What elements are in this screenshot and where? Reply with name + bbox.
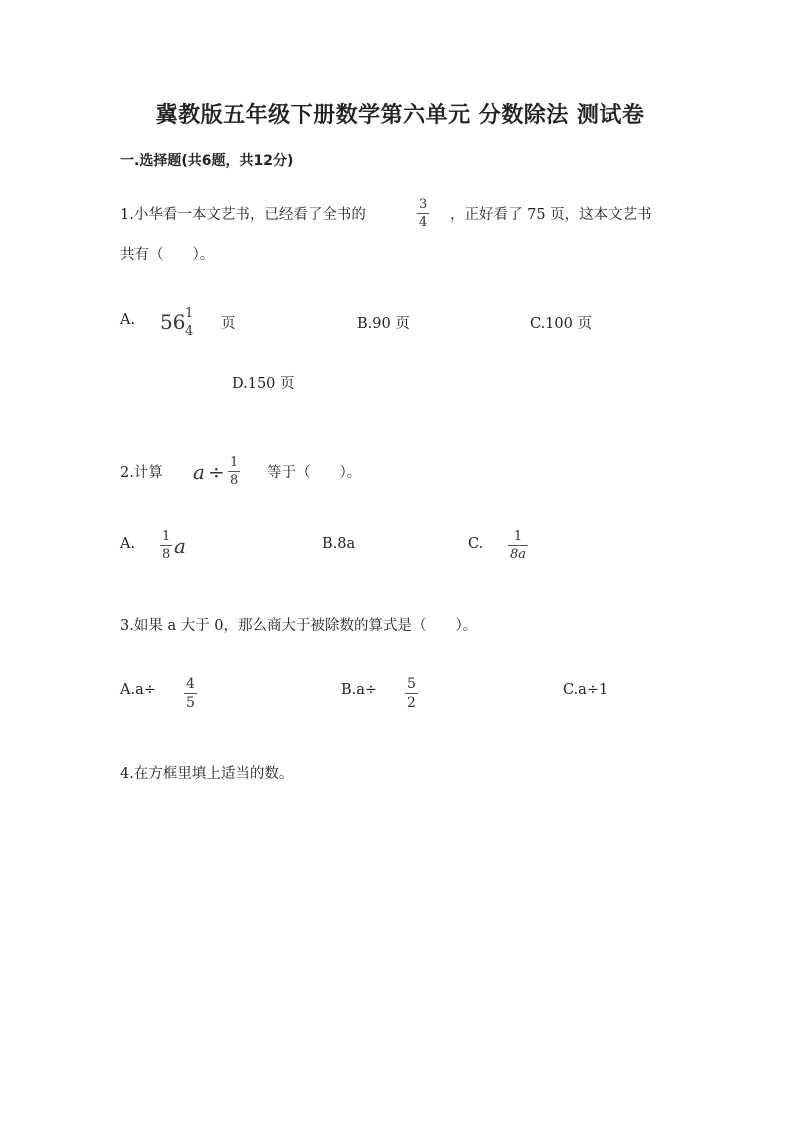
q2-option-b: B.8a <box>322 536 356 552</box>
q1-option-a-denominator: 4 <box>185 324 194 339</box>
q3-stem: 3.如果 a 大于 0，那么商大于被除数的算式是（ ）。 <box>120 618 478 634</box>
q2-stem-before: 2.计算 <box>120 465 163 481</box>
q3-option-a-numerator: 4 <box>186 676 195 692</box>
q2-option-c-denominator: 8a <box>510 547 527 562</box>
q3-option-c: C.a÷1 <box>563 682 609 698</box>
q1-stem-fraction <box>417 198 429 229</box>
fraction-bar <box>160 545 172 546</box>
q1-stem-line2: 共有（ ）。 <box>120 247 215 263</box>
q2-stem-fraction-numerator: 1 <box>230 455 239 470</box>
q2-math-variable: a <box>193 460 205 484</box>
q1-option-a-unit: 页 <box>221 316 236 332</box>
q3-option-a-label: A.a÷ <box>120 682 156 698</box>
q1-stem-fraction-denominator: 4 <box>419 215 428 230</box>
q1-option-a-whole: 56 <box>160 310 186 334</box>
page-title: 冀教版五年级下册数学第六单元 分数除法 测试卷 <box>155 103 645 128</box>
q2-option-a-numerator: 1 <box>162 529 171 544</box>
q2-option-c-label: C. <box>468 536 484 552</box>
q2-stem-fraction <box>228 456 240 487</box>
section-heading: 一.选择题(共6题，共12分) <box>120 153 294 169</box>
fraction-bar <box>183 322 195 323</box>
q2-option-c-fraction <box>508 530 528 561</box>
fraction-bar <box>184 693 197 694</box>
q1-option-a-numerator: 1 <box>185 306 194 321</box>
q1-option-d: D.150 页 <box>232 376 295 392</box>
fraction-bar <box>508 545 528 546</box>
q1-option-b: B.90 页 <box>357 316 410 332</box>
q3-option-b-fraction <box>405 677 418 710</box>
q3-option-b-denominator: 2 <box>407 695 416 711</box>
q3-option-a-denominator: 5 <box>186 695 195 711</box>
fraction-bar <box>228 471 240 472</box>
q1-option-a-fraction <box>183 307 195 338</box>
q2-stem-fraction-denominator: 8 <box>230 473 239 488</box>
q2-stem-after: 等于（ ）。 <box>267 465 362 481</box>
q4-stem: 4.在方框里填上适当的数。 <box>120 766 294 782</box>
q2-option-a-denominator: 8 <box>162 547 171 562</box>
q2-math-operator: ÷ <box>208 460 225 484</box>
fraction-bar <box>417 213 429 214</box>
q1-option-c: C.100 页 <box>530 316 592 332</box>
q1-stem-before: 1.小华看一本文艺书，已经看了全书的 <box>120 207 366 223</box>
q1-stem-after: ，正好看了 75 页，这本文艺书 <box>450 207 652 223</box>
q3-option-b-numerator: 5 <box>407 676 416 692</box>
q1-option-a-label: A. <box>120 312 136 328</box>
q2-option-c-numerator: 1 <box>513 529 523 544</box>
q2-option-a-variable: a <box>174 534 186 558</box>
q3-option-a-fraction <box>184 677 197 710</box>
q2-option-a-label: A. <box>120 536 136 552</box>
q2-option-a-fraction <box>160 530 172 561</box>
fraction-bar <box>405 693 418 694</box>
q3-option-b-label: B.a÷ <box>341 682 378 698</box>
q1-stem-fraction-numerator: 3 <box>419 197 428 212</box>
